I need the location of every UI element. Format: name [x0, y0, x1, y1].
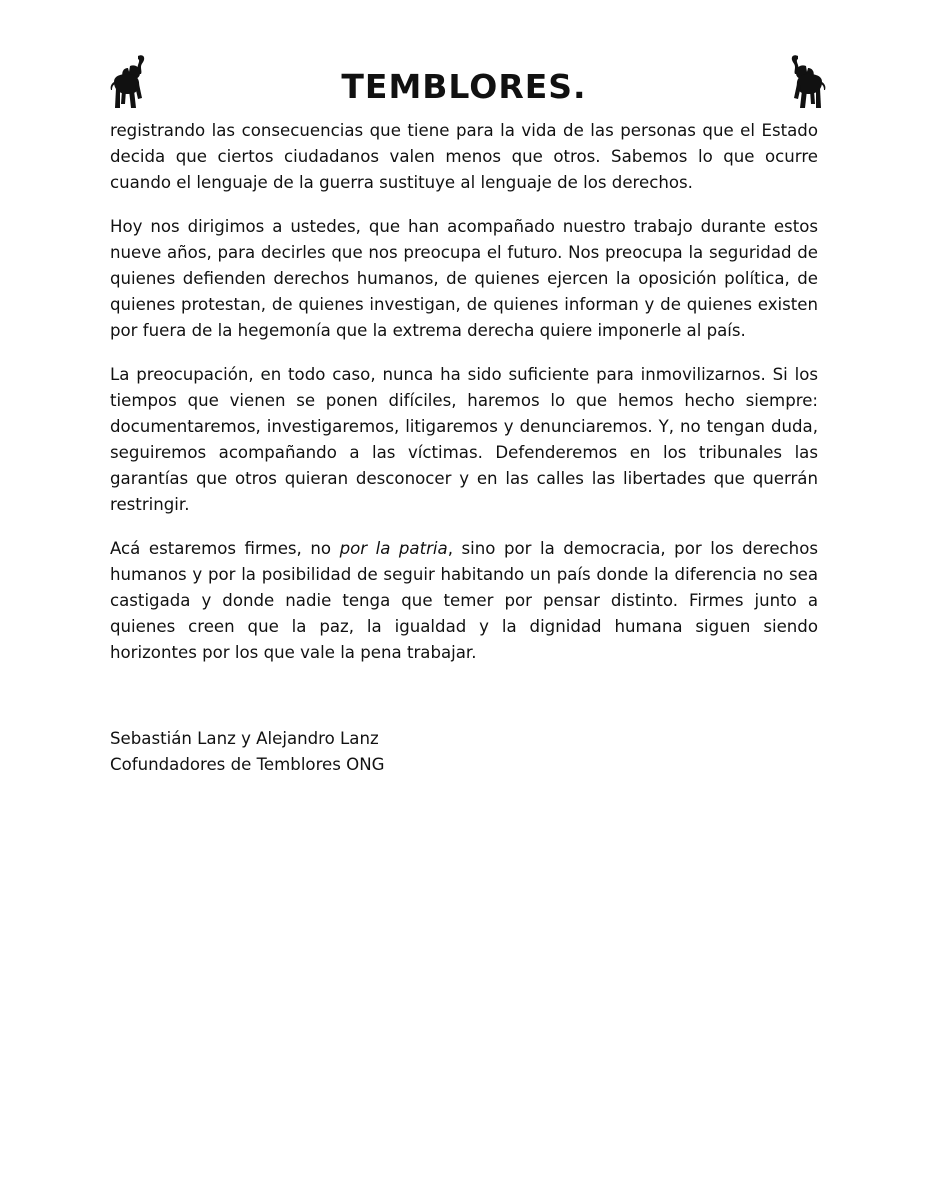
elephant-icon: [782, 52, 828, 112]
organization-logo-text: TEMBLORES.: [341, 67, 587, 106]
signatory-names: Sebastián Lanz y Alejandro Lanz: [110, 729, 379, 748]
letter-paragraph: [110, 536, 818, 666]
letter-paragraph: registrando las consecuencias que tiene para la vida de las personas que el Estado decida que ciertos ciudadanos valen menos que otros. Sabemos lo que ocurre cuando el lenguaje de la guerra sustituye al lenguaje de los derechos.: [110, 121, 818, 192]
signature-block: [110, 726, 818, 778]
letter-paragraph: La preocupación, en todo caso, nunca ha sido suficiente para inmovilizarnos. Si los tiempos que vienen se ponen difíciles, haremos lo que hemos hecho siempre: documentaremos, investigaremos, litigaremos y denunciaremos. Y, no tengan duda, seguiremos acompañando a las víctimas. Defenderemos en los tribunales las garantías que otros quieran desconocer y en las calles las libertades que querrán restringir.: [110, 365, 818, 514]
letter-paragraph: Hoy nos dirigimos a ustedes, que han acompañado nuestro trabajo durante estos nueve años, para decirles que nos preocupa el futuro. Nos preocupa la seguridad de quienes defienden derechos humanos, de quienes ejercen la oposición política, de quienes protestan, de quienes investigan, de quienes informan y de quienes existen por fuera de la hegemonía que la extrema derecha quiere imponerle al país.: [110, 217, 818, 340]
letterhead: [0, 52, 928, 114]
paragraph-text: , sino por la democracia, por los derechos humanos y por la posibilidad de seguir habitando un país donde la diferencia no sea castigada y donde nadie tenga que temer por pensar distinto. Firmes junto a quienes creen que la paz, la igualdad y la dignidad humana siguen siendo horizontes por los que vale la pena trabajar.: [110, 539, 818, 662]
signatory-role: Cofundadores de Temblores ONG: [110, 755, 385, 774]
letter-body: [110, 118, 818, 684]
italic-phrase: por la patria: [339, 539, 448, 558]
paragraph-text: Acá estaremos firmes, no: [110, 539, 340, 558]
